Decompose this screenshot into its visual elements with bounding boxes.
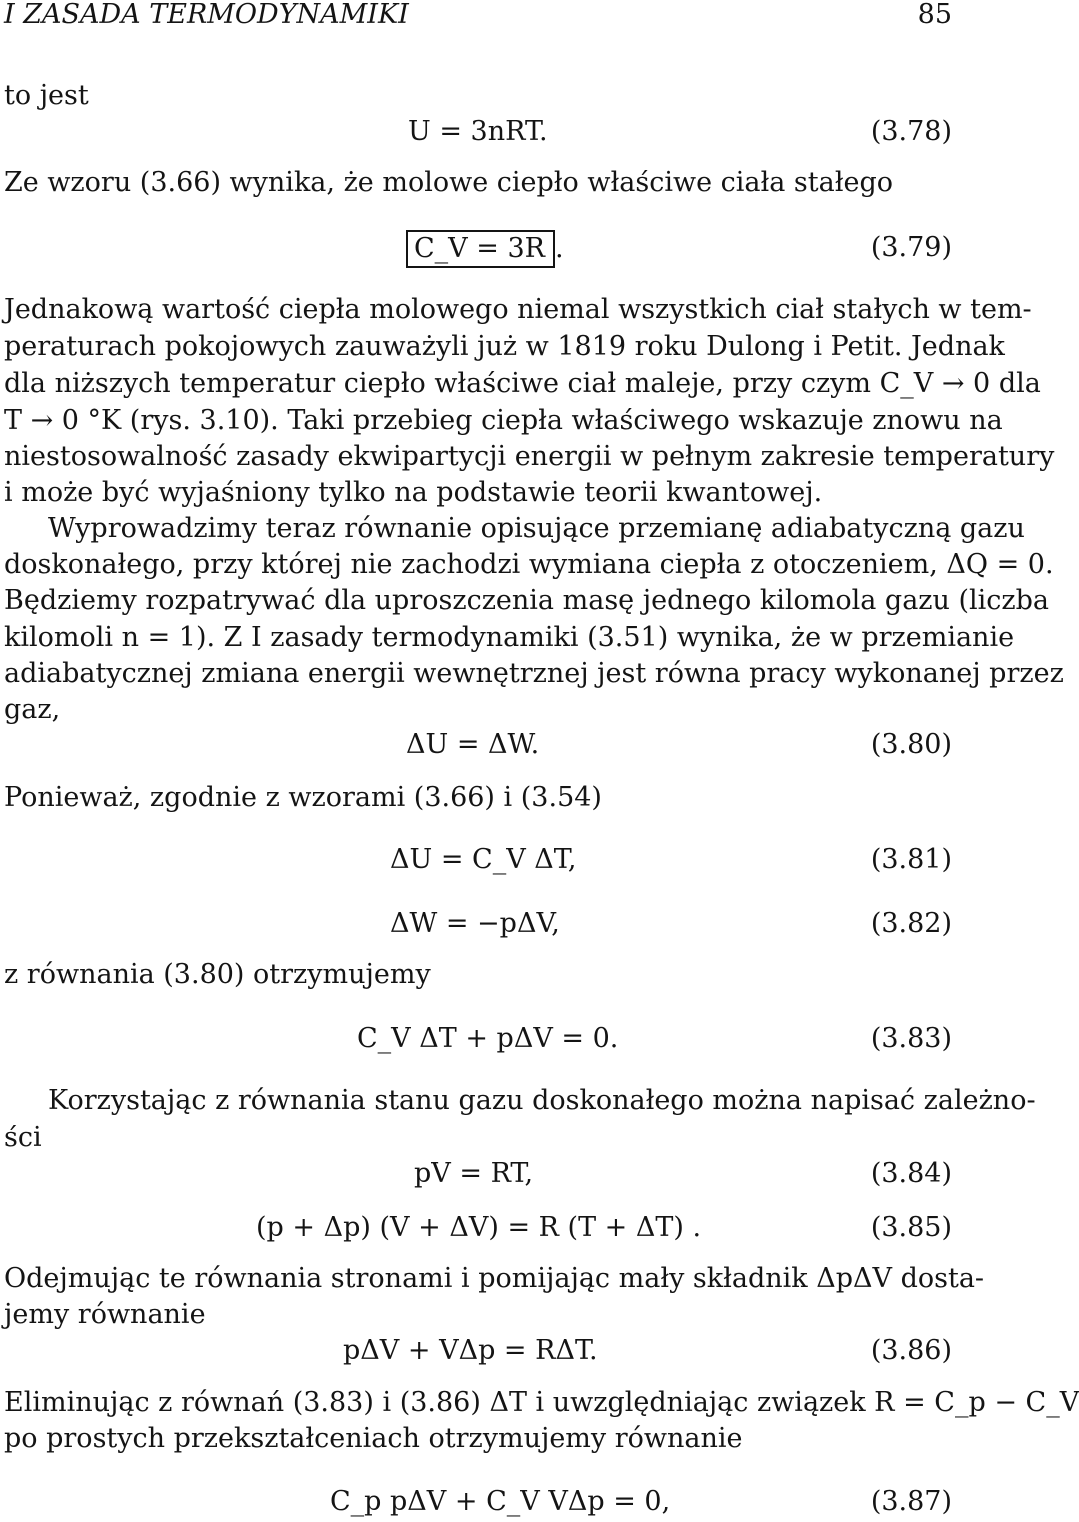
text-line: z równania (3.80) otrzymujemy [4, 959, 431, 990]
text-line: Ponieważ, zgodnie z wzorami (3.66) i (3.54) [4, 782, 602, 813]
equation-number: (3.84) [870, 1158, 952, 1189]
text-line: jemy równanie [4, 1299, 206, 1330]
text-line: Jednakową wartość ciepła molowego niemal wszystkich ciał stałych w tem- [4, 294, 1032, 325]
text-line: T → 0 °K (rys. 3.10). Taki przebieg ciepła właściwego wskazuje znowu na [4, 405, 1003, 436]
equation-number: (3.85) [870, 1212, 952, 1243]
text-line: Wyprowadzimy teraz równanie opisujące przemianę adiabatyczną gazu [48, 513, 1025, 544]
equation-3-82: ΔW = −pΔV, [390, 908, 560, 939]
equation-3-85: (p + Δp) (V + ΔV) = R (T + ΔT) . [256, 1212, 702, 1243]
equation-number: (3.78) [870, 116, 952, 147]
text-line: Będziemy rozpatrywać dla uproszczenia masę jednego kilomola gazu (liczba [4, 585, 1050, 616]
equation-3-83: C_V ΔT + pΔV = 0. [357, 1023, 619, 1054]
equation-3-84: pV = RT, [414, 1158, 534, 1189]
text-line: po prostych przekształceniach otrzymujemy równanie [4, 1423, 743, 1454]
text-line: Eliminując z równań (3.83) i (3.86) ΔT i uwzględniając związek R = C_p − C_V [4, 1387, 1079, 1418]
text-line: Ze wzoru (3.66) wynika, że molowe ciepło właściwe ciała stałego [4, 167, 893, 198]
text-line: dla niższych temperatur ciepło właściwe ciał maleje, przy czym C_V → 0 dla [4, 368, 1041, 399]
equation-number: (3.86) [870, 1335, 952, 1366]
equation-3-79 [406, 230, 564, 268]
text-line: ści [4, 1122, 42, 1153]
text-line: Odejmując te równania stronami i pomijając mały składnik ΔpΔV dosta- [4, 1263, 985, 1294]
chapter-title: I ZASADA TERMODYNAMIKI [4, 0, 409, 30]
equation-period: . [554, 233, 564, 264]
text-line: Korzystając z równania stanu gazu doskonałego można napisać zależno- [48, 1085, 1036, 1116]
equation-number: (3.82) [870, 908, 952, 939]
equation-number: (3.83) [870, 1023, 952, 1054]
text-line: to jest [4, 80, 89, 111]
boxed-formula: C_V = 3R [406, 230, 555, 268]
page-number: 85 [917, 0, 952, 30]
text-line: adiabatycznej zmiana energii wewnętrznej jest równa pracy wykonanej przez [4, 658, 1064, 689]
text-line: kilomoli n = 1). Z I zasady termodynamiki (3.51) wynika, że w przemianie [4, 622, 1015, 653]
equation-3-87: C_p pΔV + C_V VΔp = 0, [330, 1486, 671, 1517]
text-line: i może być wyjaśniony tylko na podstawie teorii kwantowej. [4, 477, 823, 508]
equation-number: (3.80) [870, 729, 952, 760]
text-line: niestosowalność zasady ekwipartycji energii w pełnym zakresie temperatury [4, 441, 1055, 472]
equation-3-86: pΔV + VΔp = RΔT. [343, 1335, 598, 1366]
text-line: peraturach pokojowych zauważyli już w 1819 roku Dulong i Petit. Jednak [4, 331, 1005, 362]
text-line: doskonałego, przy której nie zachodzi wymiana ciepła z otoczeniem, ΔQ = 0. [4, 549, 1054, 580]
equation-3-81: ΔU = C_V ΔT, [390, 844, 577, 875]
running-header [0, 0, 960, 36]
equation-number: (3.87) [870, 1486, 952, 1517]
equation-number: (3.81) [870, 844, 952, 875]
text-line: gaz, [4, 694, 61, 725]
equation-number: (3.79) [870, 232, 952, 263]
equation-3-80: ΔU = ΔW. [406, 729, 540, 760]
equation-3-78: U = 3nRT. [408, 116, 548, 147]
